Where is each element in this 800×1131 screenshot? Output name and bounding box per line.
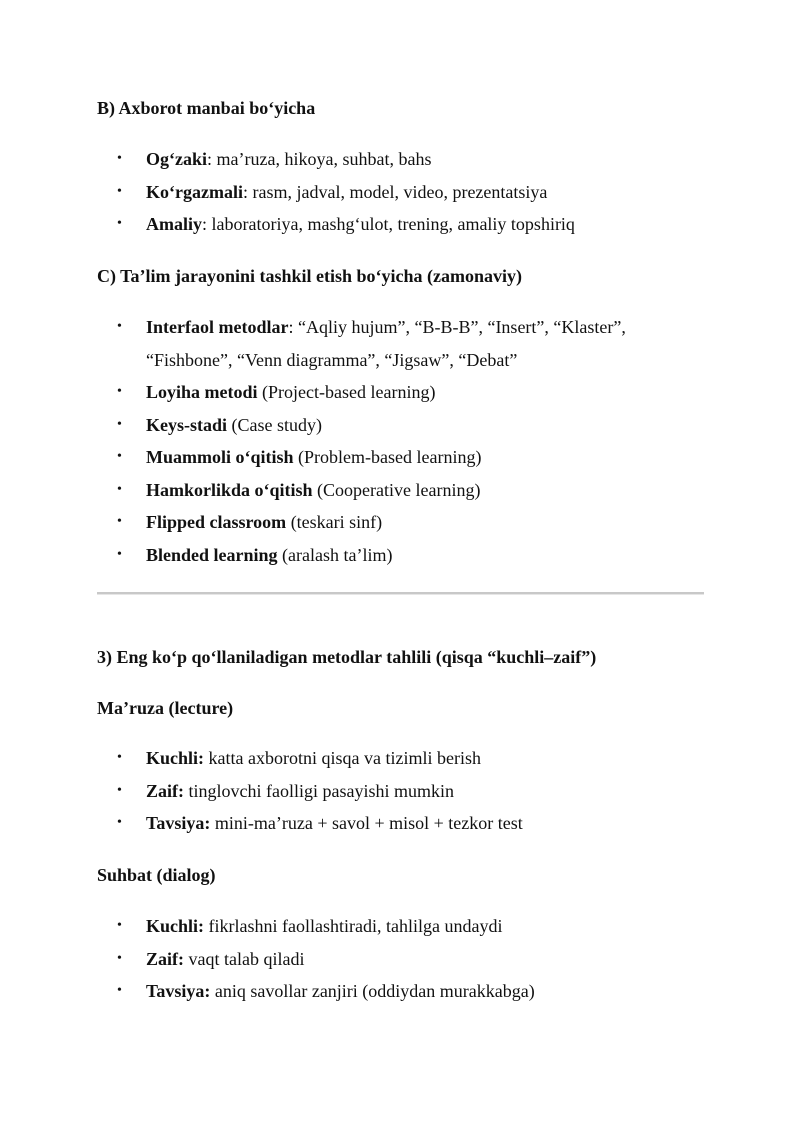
list-item — [0, 910, 666, 943]
item-description: (Cooperative learning) — [312, 479, 481, 500]
list-item — [0, 807, 666, 840]
section-b-heading: B) Axborot manbai bo‘yicha — [97, 98, 316, 118]
bullet-icon: • — [117, 983, 122, 998]
item-description: fikrlashni faollashtiradi, tahlilga undaydi — [204, 916, 503, 936]
bullet-icon: • — [117, 216, 122, 231]
list-item — [0, 742, 666, 775]
list-item — [0, 975, 666, 1008]
list-item — [0, 441, 666, 474]
list-item — [0, 775, 666, 808]
item-term: Ko‘rgazmali — [146, 181, 243, 202]
bullet-icon: • — [117, 384, 122, 399]
bullet-icon: • — [117, 151, 122, 166]
item-term: Zaif: — [146, 948, 184, 969]
list-item — [0, 176, 666, 209]
list-item — [0, 143, 666, 176]
bullet-icon: • — [117, 815, 122, 830]
item-term: Tavsiya: — [146, 981, 211, 1001]
item-term: Kuchli: — [146, 916, 205, 936]
bullet-icon: • — [117, 416, 122, 432]
horizontal-divider — [97, 592, 704, 595]
section-c-heading: C) Ta’lim jarayonini tashkil etish bo‘yicha (zamonaviy) — [97, 266, 523, 286]
maruza-heading: Ma’ruza (lecture) — [97, 698, 234, 718]
item-term: Blended learning — [146, 544, 278, 565]
item-description: vaqt talab qiladi — [184, 948, 305, 969]
item-term: Zaif: — [146, 780, 184, 801]
item-term: Keys-stadi — [146, 414, 227, 435]
section-3-heading: 3) Eng ko‘p qo‘llaniladigan metodlar tahlili (qisqa “kuchli–zaif”) — [97, 647, 597, 667]
list-item — [0, 208, 666, 241]
item-description: aniq savollar zanjiri (oddiydan murakkabga) — [210, 981, 535, 1001]
list-item — [0, 474, 666, 507]
item-separator: : — [242, 181, 248, 202]
suhbat-heading: Suhbat (dialog) — [97, 865, 216, 885]
item-description: “Aqliy hujum”, “B-B-B”, “Insert”, “Klaster”, “Fishbone”, “Venn diagramma”, “Jigsaw”, “Debat” — [146, 317, 626, 370]
list-item — [0, 409, 666, 442]
maruza-list — [0, 742, 666, 840]
item-description: tinglovchi faolligi pasayishi mumkin — [184, 780, 454, 801]
bullet-icon: • — [117, 481, 122, 497]
list-item — [0, 311, 666, 376]
item-separator: : — [207, 149, 213, 169]
item-description: katta axborotni qisqa va tizimli berish — [204, 748, 481, 768]
item-description: (Problem-based learning) — [293, 447, 482, 467]
item-term: Hamkorlikda o‘qitish — [146, 479, 313, 500]
item-description: (teskari sinf) — [286, 512, 383, 532]
item-description: (Case study) — [227, 414, 322, 435]
item-separator: : — [288, 317, 294, 337]
bullet-icon: • — [117, 782, 122, 798]
bullet-icon: • — [117, 950, 122, 966]
bullet-icon: • — [117, 183, 122, 199]
bullet-icon: • — [117, 750, 122, 765]
item-term: Muammoli o‘qitish — [146, 447, 294, 467]
item-description: (Project-based learning) — [257, 382, 436, 402]
item-description: (aralash ta’lim) — [277, 544, 393, 565]
item-description: mini-ma’ruza + savol + misol + tezkor test — [210, 813, 523, 833]
list-item — [0, 539, 666, 572]
item-term: Tavsiya: — [146, 813, 211, 833]
bullet-icon: • — [117, 918, 122, 933]
list-item — [0, 943, 666, 976]
bullet-icon: • — [117, 319, 122, 334]
item-term: Flipped classroom — [146, 512, 287, 532]
item-description: rasm, jadval, model, video, prezentatsiya — [248, 181, 548, 202]
list-item — [0, 376, 666, 409]
bullet-icon: • — [117, 514, 122, 529]
item-term: Og‘zaki — [146, 149, 207, 169]
list-item — [0, 506, 666, 539]
item-term: Loyiha metodi — [146, 382, 258, 402]
section-b-list — [0, 143, 666, 241]
item-separator: : — [202, 214, 208, 234]
suhbat-list — [0, 910, 666, 1008]
bullet-icon: • — [117, 449, 122, 464]
item-term: Kuchli: — [146, 748, 205, 768]
item-term: Amaliy — [146, 214, 202, 234]
bullet-icon: • — [117, 546, 122, 562]
item-description: laboratoriya, mashg‘ulot, trening, amaliy topshiriq — [207, 214, 575, 234]
item-description: ma’ruza, hikoya, suhbat, bahs — [212, 149, 432, 169]
section-c-list — [0, 311, 666, 571]
item-term: Interfaol metodlar — [146, 317, 289, 337]
